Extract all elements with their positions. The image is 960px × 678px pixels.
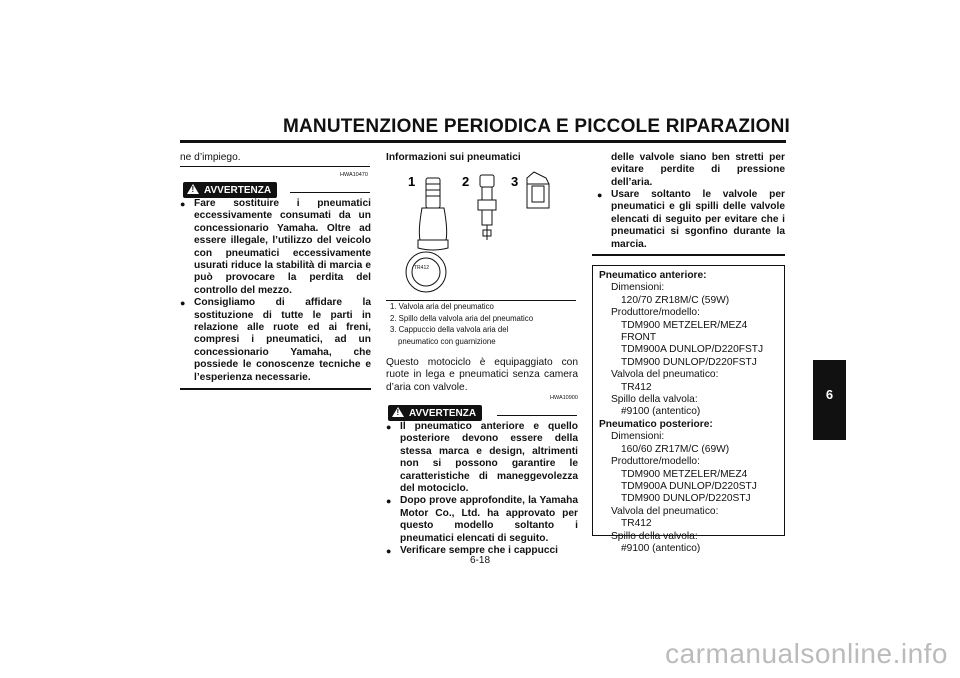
col2-warning-list	[386, 421, 578, 557]
rear-tire-title: Pneumatico posteriore:	[599, 418, 713, 430]
col2-warning-rule	[497, 415, 577, 416]
front-tire-title: Pneumatico anteriore:	[599, 270, 707, 281]
chapter-tab: 6	[813, 360, 846, 440]
valve-core-icon	[478, 175, 496, 240]
warning-icon: !	[392, 407, 404, 417]
col3-bottom-rule	[592, 254, 785, 256]
valve-icon	[418, 178, 448, 250]
spec-value: TR412	[621, 518, 652, 530]
spec-value: 160/60 ZR17M/C (69W)	[621, 443, 730, 455]
col2-warning-badge: ! AVVERTENZA	[388, 403, 482, 421]
spec-value: 120/70 ZR18M/C (59W)	[621, 294, 730, 306]
tire-paragraph: Questo motociclo è equipaggiato con ruote in lega e pneumatici senza camera d’aria con valvole.	[386, 357, 578, 393]
figure-number: 3	[511, 174, 519, 189]
col1-warning-list	[180, 198, 371, 384]
list-item: ● Verificare sempre che i cappucci	[386, 545, 578, 557]
spec-value: TR412	[621, 381, 652, 393]
col1-top-rule	[180, 166, 370, 167]
figure-number: 1	[408, 174, 416, 189]
col1-intro: ne d’impiego.	[180, 152, 241, 163]
spec-value: TDM900A DUNLOP/D220STJ	[621, 480, 757, 492]
col1-bottom-rule	[180, 388, 371, 390]
list-item: ● Consigliamo di affidare la sostituzione di tutte le parti in relazione alle ruote ed ai freni, compresi i pneumatici, ad un concessionario Yamaha, che possiede le conoscenze tecniche e l’esperienza necessarie.	[180, 297, 371, 384]
figure-captions	[390, 301, 533, 347]
list-item: ● Dopo prove approfondite, la Yamaha Motor Co., Ltd. ha approvato per questo modello soltanto i pneumatici elencati di seguito.	[386, 495, 578, 545]
spec-label: Produttore/modello:	[611, 456, 700, 468]
caption: pneumatico con guarnizione	[398, 336, 496, 346]
list-item: ● Fare sostituire i pneumatici eccessivamente consumati da un concessionario Yamaha. Oltre ad essere illegale, l’utilizzo del veicolo con pneumatici eccessivamente usurati riduce la stabilità di marcia e può provocare la perdita del controllo del mezzo.	[180, 198, 371, 297]
warning-icon: !	[187, 184, 199, 194]
col3-continuation: delle valvole siano ben stretti per evitare perdite di pressione dell’aria.	[611, 152, 785, 188]
spec-label: Spillo della valvola:	[611, 530, 698, 542]
spec-value: #9100 (antentico)	[621, 542, 701, 554]
tire-spec-box	[592, 265, 785, 554]
spec-value: TDM900 METZELER/MEZ4	[621, 468, 748, 480]
col1-warning-rule	[290, 192, 370, 193]
page-number: 6-18	[470, 555, 491, 566]
spec-label: Produttore/modello:	[611, 307, 700, 319]
spec-value: TDM900A DUNLOP/D220FSTJ	[621, 344, 764, 356]
list-item: ● Il pneumatico anteriore e quello posteriore devono essere della stessa marca e design, altrimenti non si possono garantire le caratteristiche di maneggevolezza del motociclo.	[386, 421, 578, 495]
valve-cap-icon	[527, 172, 549, 208]
spec-value: TDM900 DUNLOP/D220FSTJ	[621, 356, 757, 368]
spec-label: Spillo della valvola:	[611, 394, 698, 406]
spec-label: Valvola del pneumatico:	[611, 369, 719, 381]
caption: 1. Valvola aria del pneumatico	[390, 302, 494, 311]
spec-value: TDM900 DUNLOP/D220STJ	[621, 493, 751, 505]
list-item: ● Usare soltanto le valvole per pneumatici e gli spilli delle valvole elencati di seguito per evitare che i pneumatici si sgonfino durante la marcia.	[597, 189, 785, 251]
watermark: carmanualsonline.info	[665, 638, 948, 669]
caption: 2. Spillo della valvola aria del pneumatico	[390, 313, 534, 323]
spec-label: Dimensioni:	[611, 431, 665, 443]
spec-value: FRONT	[621, 332, 657, 344]
col3-warning-list	[597, 189, 785, 251]
spec-label: Dimensioni:	[611, 282, 665, 294]
page-title: MANUTENZIONE PERIODICA E PICCOLE RIPARAZIONI	[282, 116, 790, 137]
col1-warning-code: HWA10470	[340, 172, 368, 178]
valve-figure	[394, 170, 564, 300]
section-heading: Informazioni sui pneumatici	[386, 152, 521, 163]
header-rule	[180, 140, 786, 143]
spec-value: #9100 (antentico)	[621, 406, 701, 418]
spec-value: TDM900 METZELER/MEZ4	[621, 319, 748, 331]
col1-warning-badge: ! AVVERTENZA	[183, 180, 277, 198]
spec-label: Valvola del pneumatico:	[611, 505, 719, 517]
cap-label: TR412	[414, 265, 430, 271]
cap-top-icon	[406, 252, 446, 292]
caption: 3. Cappuccio della valvola aria del	[390, 325, 509, 334]
col2-warning-code: HWA10900	[550, 395, 578, 401]
figure-number: 2	[462, 174, 470, 189]
